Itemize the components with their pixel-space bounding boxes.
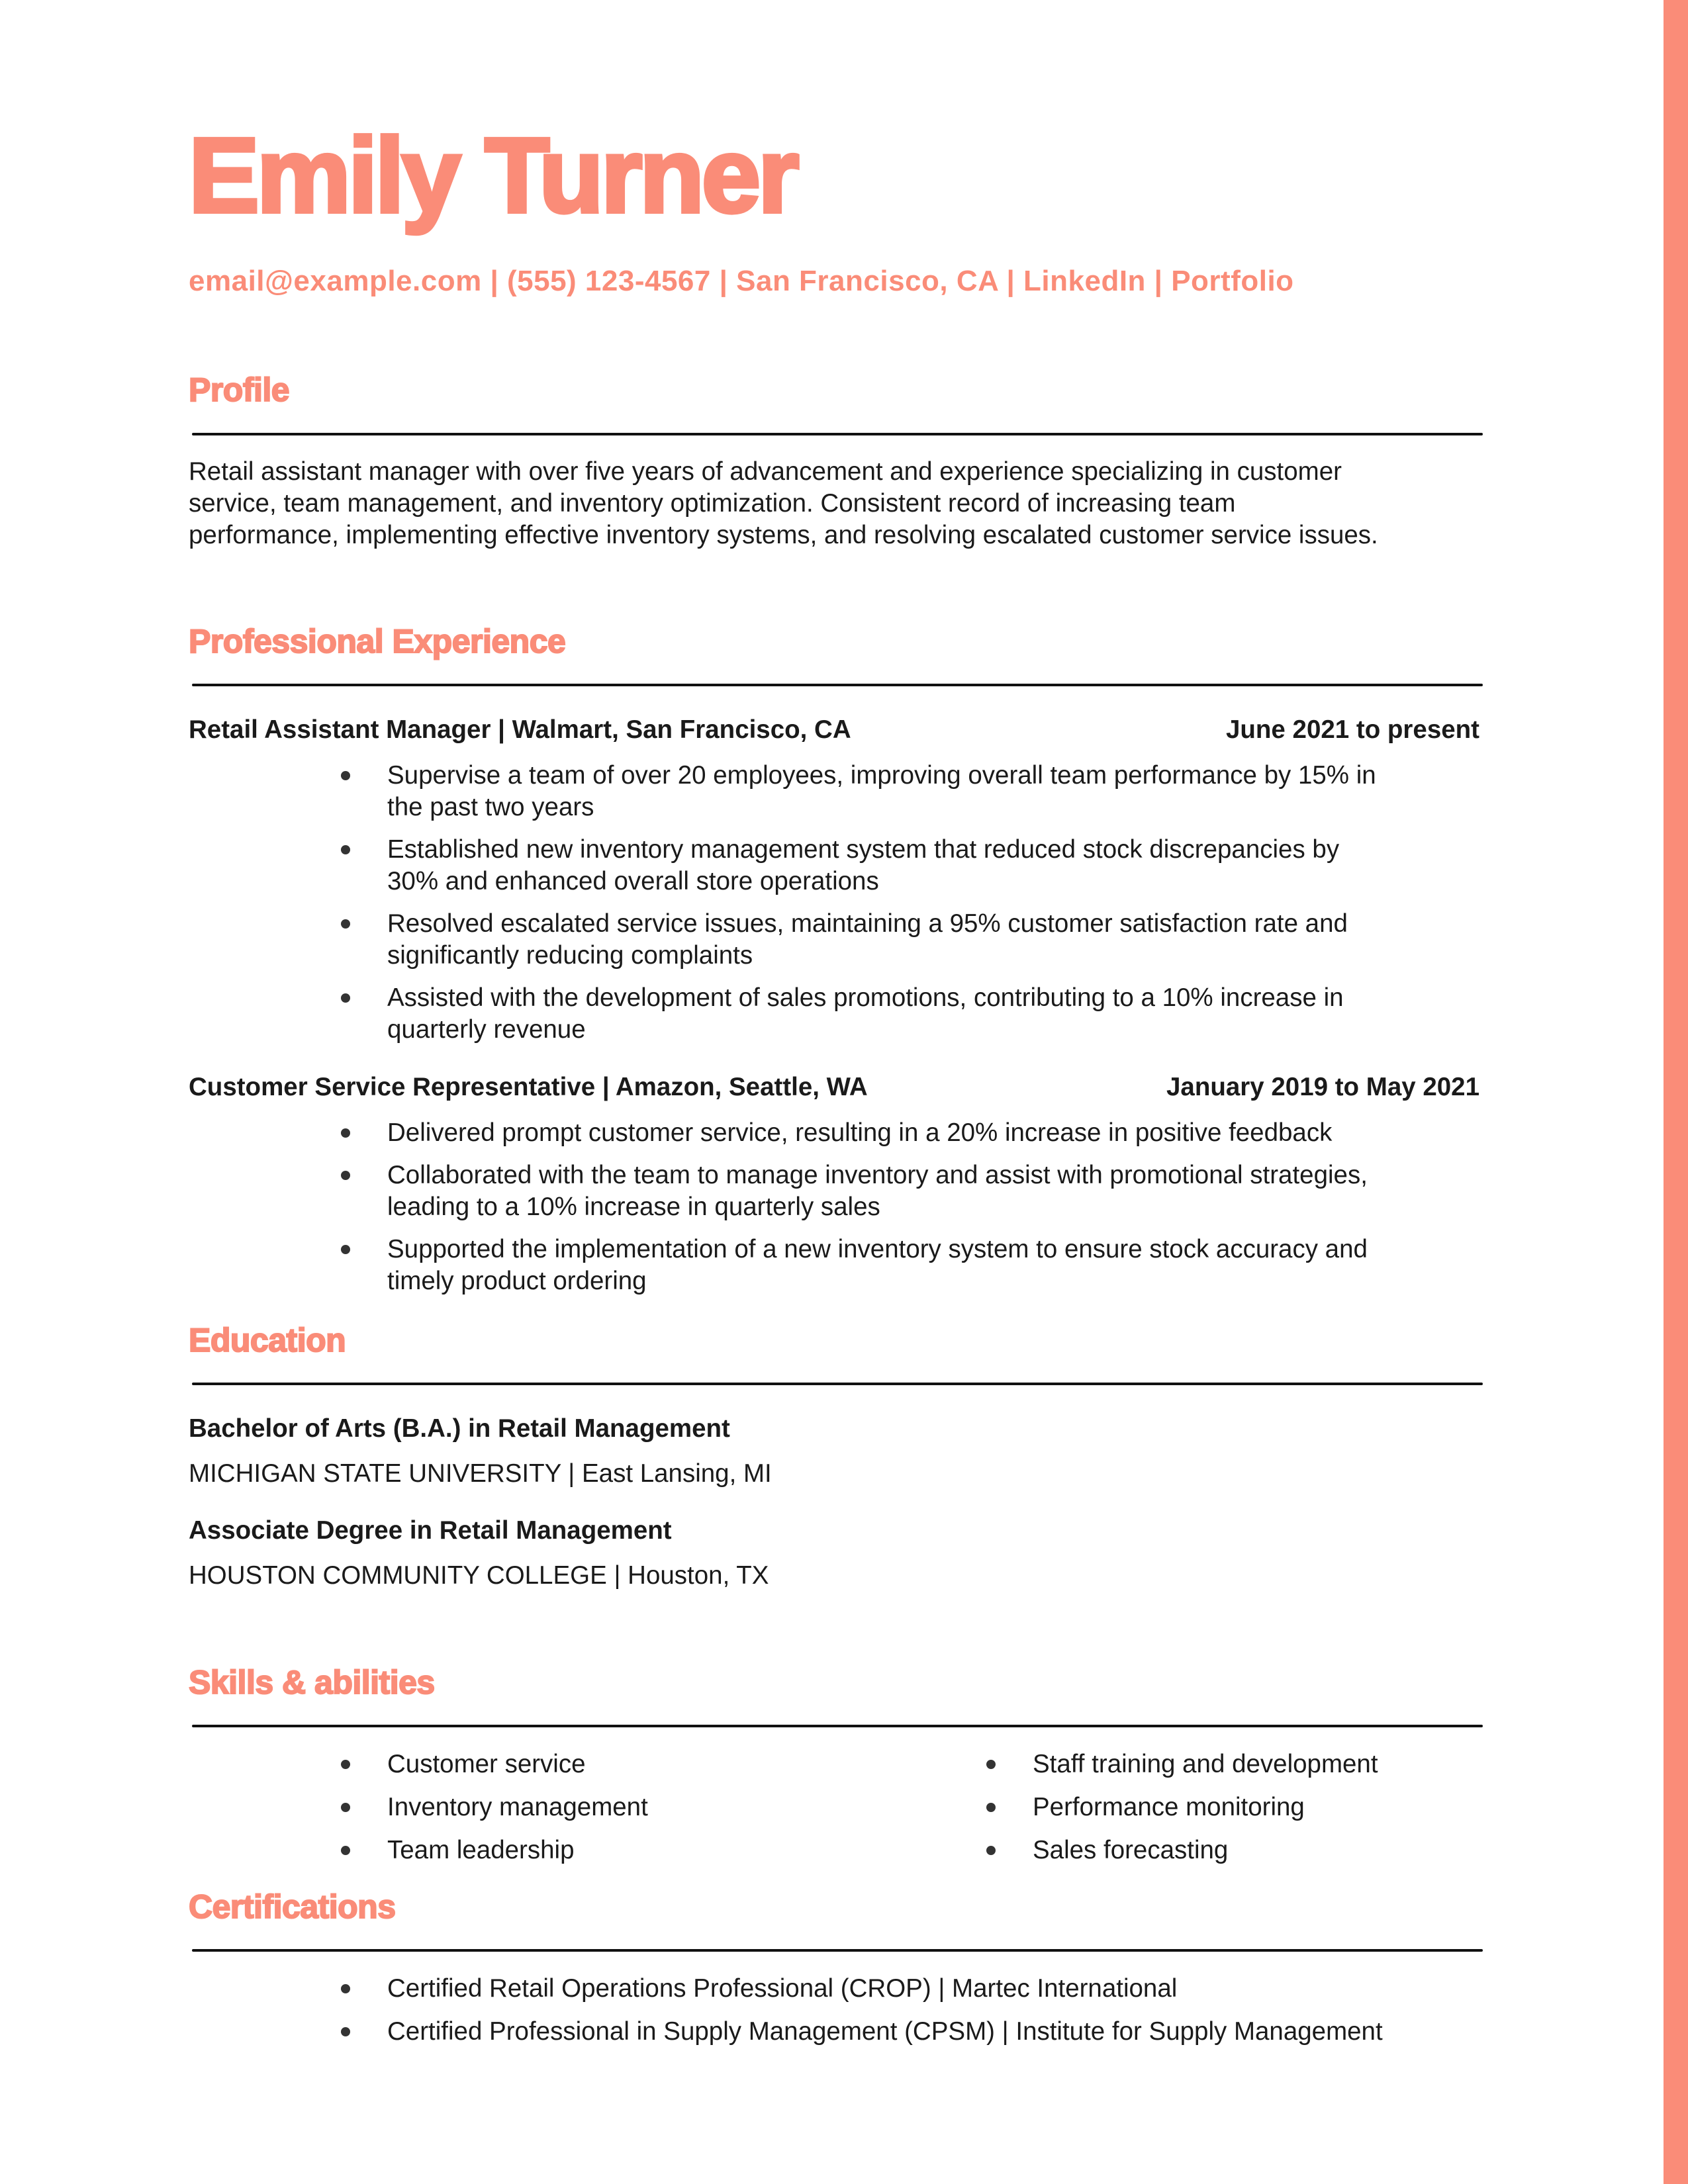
section-title-experience: Professional Experience: [189, 623, 566, 660]
profile-line: Retail assistant manager with over five years of advancement and experience specializing in customer: [189, 457, 1342, 486]
list-item: Established new inventory management system that reduced stock discrepancies by 30% and enhanced overall store operations: [189, 834, 1376, 897]
skills-list-left: [189, 1749, 648, 1878]
bullet-icon: [341, 845, 350, 854]
list-item: Collaborated with the team to manage inventory and assist with promotional strategies, leading to a 10% increase in quarterly sales: [189, 1160, 1368, 1223]
section-title-certifications: Certifications: [189, 1888, 396, 1925]
bullet-icon: [986, 1846, 996, 1855]
list-item: Certified Professional in Supply Management (CPSM) | Institute for Supply Management: [189, 2016, 1383, 2048]
section-title-education: Education: [189, 1322, 346, 1359]
list-item: Inventory management: [189, 1792, 648, 1823]
list-item: Performance monitoring: [834, 1792, 1378, 1823]
list-item: Delivered prompt customer service, resulting in a 20% increase in positive feedback: [189, 1117, 1368, 1149]
section-divider: [192, 684, 1483, 686]
job-heading: [189, 715, 1479, 745]
bullet-icon: [341, 2027, 350, 2036]
job-bullet-list: [189, 1117, 1368, 1308]
section-divider: [192, 1949, 1483, 1952]
bullet-icon: [341, 919, 350, 929]
contact-line: email@example.com | (555) 123-4567 | San Francisco, CA | LinkedIn | Portfolio: [189, 265, 1294, 297]
list-item: Certified Retail Operations Professional (CROP) | Martec International: [189, 1973, 1383, 2005]
section-title-profile: Profile: [189, 371, 290, 408]
list-item: Resolved escalated service issues, maintaining a 95% customer satisfaction rate and significantly reducing complaints: [189, 908, 1376, 972]
section-divider: [192, 1725, 1483, 1727]
bullet-icon: [341, 993, 350, 1003]
candidate-name: Emily Turner: [189, 116, 797, 234]
bullet-icon: [341, 771, 350, 780]
bullet-icon: [341, 1803, 350, 1812]
bullet-icon: [341, 1984, 350, 1993]
bullet-icon: [341, 1245, 350, 1254]
profile-line: service, team management, and inventory optimization. Consistent record of increasing team: [189, 489, 1236, 518]
certifications-list: [189, 1973, 1383, 2059]
section-divider: [192, 433, 1483, 435]
job-heading: [189, 1073, 1479, 1102]
education-school: HOUSTON COMMUNITY COLLEGE | Houston, TX: [189, 1561, 769, 1590]
bullet-icon: [986, 1803, 996, 1812]
list-item: Team leadership: [189, 1835, 648, 1866]
education-school: MICHIGAN STATE UNIVERSITY | East Lansing, MI: [189, 1459, 772, 1488]
list-item: Sales forecasting: [834, 1835, 1378, 1866]
bullet-icon: [341, 1760, 350, 1769]
list-item: Supported the implementation of a new inventory system to ensure stock accuracy and timely product ordering: [189, 1234, 1368, 1297]
list-item: Customer service: [189, 1749, 648, 1780]
list-item: Assisted with the development of sales promotions, contributing to a 10% increase in quarterly revenue: [189, 982, 1376, 1046]
education-degree: Associate Degree in Retail Management: [189, 1516, 672, 1545]
profile-summary: [189, 456, 1378, 551]
skills-list-right: [834, 1749, 1378, 1878]
bullet-icon: [986, 1760, 996, 1769]
section-title-skills: Skills & abilities: [189, 1664, 435, 1701]
bullet-icon: [341, 1846, 350, 1855]
list-item: Staff training and development: [834, 1749, 1378, 1780]
job-title: Customer Service Representative | Amazon, Seattle, WA: [189, 1073, 868, 1101]
job-dates: January 2019 to May 2021: [1166, 1073, 1479, 1101]
job-bullet-list: [189, 760, 1376, 1056]
education-degree: Bachelor of Arts (B.A.) in Retail Management: [189, 1414, 730, 1443]
bullet-icon: [341, 1128, 350, 1138]
bullet-icon: [341, 1171, 350, 1180]
job-dates: June 2021 to present: [1225, 715, 1479, 744]
list-item: Supervise a team of over 20 employees, improving overall team performance by 15% in the past two years: [189, 760, 1376, 823]
section-divider: [192, 1383, 1483, 1385]
profile-line: performance, implementing effective inventory systems, and resolving escalated customer service issues.: [189, 521, 1378, 549]
job-title: Retail Assistant Manager | Walmart, San Francisco, CA: [189, 715, 851, 744]
accent-side-bar: [1664, 0, 1688, 2184]
